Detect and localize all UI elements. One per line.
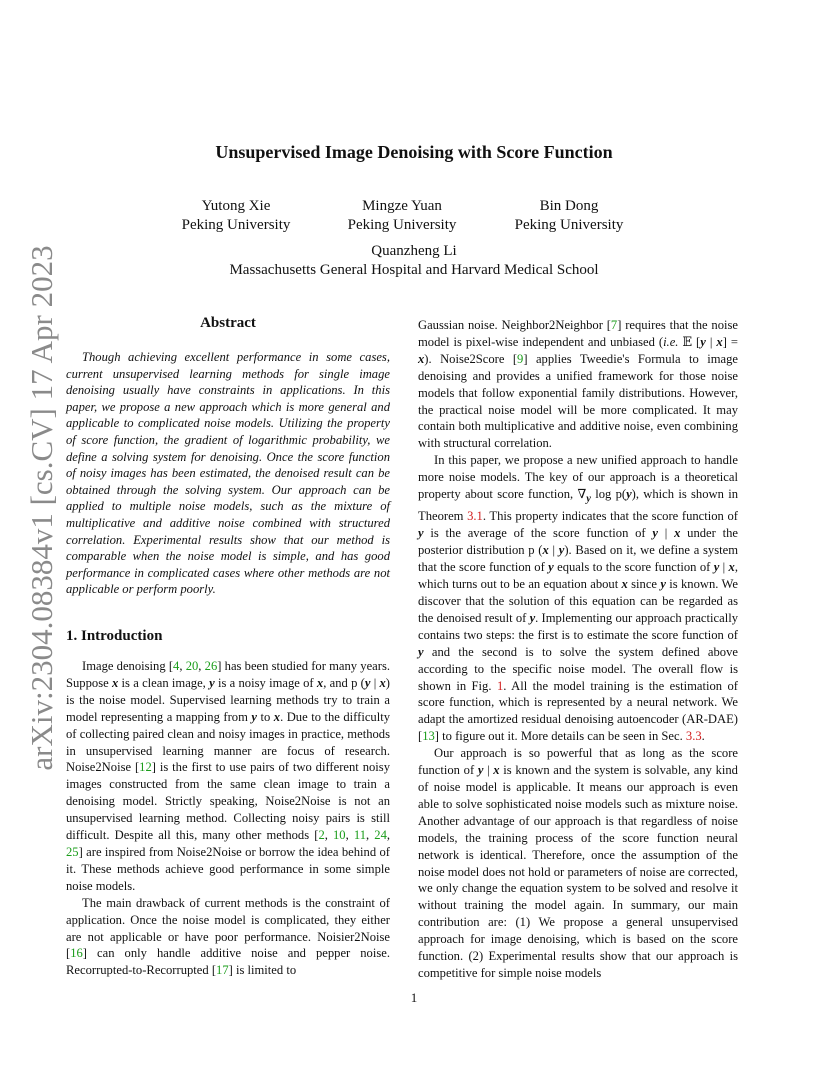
section-heading: 1. Introduction [66, 628, 163, 644]
citation-link[interactable]: 26 [204, 659, 218, 673]
author-name: Mingze Yuan [362, 198, 442, 214]
citation-link[interactable]: 10 [333, 828, 346, 843]
citation-link[interactable]: 13 [422, 729, 435, 744]
author-affiliation: Peking University [347, 217, 457, 233]
abstract-heading: Abstract [200, 315, 256, 331]
author-name: Bin Dong [539, 198, 599, 214]
intro-paragraph-2: The main drawback of current methods is the constraint of application. Once the noise model is complicated, they either are not applicable or have poor performance. Noisier2Noise [16] can only handle additive noise and pepper noise. Recorrupted-to-Recorrupted [17] is limited to [66, 895, 390, 978]
arxiv-stamp-text: arXiv:2304.08384v1 [cs.CV] 17 Apr 2023 [24, 245, 59, 771]
author-4 [0, 242, 828, 280]
right-column-body [418, 317, 738, 982]
left-column-body [66, 658, 390, 979]
citation-link[interactable]: 9 [517, 351, 524, 366]
reference-link[interactable]: 3.1 [467, 509, 483, 524]
citation-link[interactable]: 11 [353, 828, 366, 843]
intro-paragraph-1: Image denoising [4, 20, 26] has been studied for many years. Suppose x is a clean image, y is a noisy image of x, and p (y | x) is the noise model. Supervised learning methods try to train a model representing a mapping from y to x. Due to the difficulty of collecting paired clean and noisy images in practice, methods in unsupervised learning manner are focus of research. Noise2Noise [12] is the first to use pairs of two different noisy images constructed from the same clean image to train a denoising model. Strictly speaking, Noise2Noise is not an unsupervised learning method. Collecting noisy pairs is still difficult. Despite all this, many other methods [2, 10, 11, 24, 25] are inspired from Noise2Noise or borrow the idea behind of it. These methods achieve good performance in some simple noise models. [66, 659, 391, 893]
citation-link[interactable]: 16 [70, 946, 83, 961]
citation-link[interactable]: 12 [139, 760, 152, 775]
reference-link[interactable]: 3.3 [685, 729, 702, 744]
intro-paragraph-4: In this paper, we propose a new unified approach to handle more noise models. The key of our approach is a theoretical property about score function, $\nabla_y$ log p(y), which is shown in Theorem 3.1. This property indicates that the score function of y is the average of the score function of y | x under the posterior distribution p (x | y). Based on it, we define a system that the score function of y equals to the score function of y | x, which turns out to be an equation about x since y is known. We discover that the solution of this equation can be regarded as the denoised result of y. Implementing our approach practically contains two steps: the first is to estimate the score function of y and the second is to solve the system defined above according to the specific noise model. The overall flow is shown in Fig. 1. All the model training is the estimation of score function, which is represented by a neural network. We adapt the amortized residual denoising autoencoder (AR-DAE) [13] to figure out it. More details can be seen in Sec. 3.3. [418, 453, 739, 744]
abstract-text: Though achieving excellent performance in some cases, current unsupervised learning methods for single image denoising usually have constraints in applications. In this paper, we propose a new approach which is more general and applicable to complicated noise models. Utilizing the property of score function, the gradient of logarithmic probability, we define a solving system for denoising. Once the score function of noisy images has been estimated, the denoised result can be obtained through the solving system. Our approach can be applied to multiple noise models, such as the mixture of multiplicative and additive noise combined with structured correlation. Experimental results show that our method is comparable when the noise model is simple, and has good performance in complicated cases where other methods are not applicable or perform poorly. [66, 350, 390, 597]
citation-link[interactable]: 2 [318, 828, 325, 843]
citation-link[interactable]: 25 [66, 844, 79, 859]
author-affiliation: Massachusetts General Hospital and Harvard Medical School [229, 262, 599, 278]
reference-link[interactable]: 1 [496, 678, 504, 693]
citation-link[interactable]: 7 [610, 318, 618, 332]
author-affiliation: Peking University [514, 217, 624, 233]
author-name: Yutong Xie [201, 198, 271, 214]
citation-link[interactable]: 20 [185, 659, 199, 673]
intro-paragraph-5: Our approach is so powerful that as long as the score function of y | x is known and the system is solvable, any kind of noise model is applicable. It means our approach is even able to solve sophisticated noise models such as mixture noise. Another advantage of our approach is that regardless of noise models, the training process of the score function neural network is identical. Therefore, once the assumption of the noise model does not hold or parameters of noise are corrected, we only change the equation system to be solved and resolve it without training the model again. In summary, our main contribution are: (1) We propose a general unsupervised approach for image denoising, which is based on the score function. (2) Experimental results show that our approach is competitive for simple noise models [418, 746, 738, 980]
author-affiliation: Peking University [181, 217, 291, 233]
page-number: 1 [410, 990, 418, 1005]
citation-link[interactable]: 17 [216, 963, 229, 978]
author-name: Quanzheng Li [371, 243, 457, 259]
intro-paragraph-3: Gaussian noise. Neighbor2Neighbor [7] requires that the noise model is pixel-wise independent and unbiased (i.e. 𝔼 [y | x] = x). Noise2Score [9] applies Tweedie's Formula to image denoising and provides a unified framework for those noise models that follow exponential family distributions. However, the practical noise model will be more complicated. It may contain both multiplicative and additive noise, even combining with structural correlation. [418, 318, 739, 451]
author-3 [469, 197, 669, 235]
citation-link[interactable]: 24 [374, 828, 387, 843]
citation-link[interactable]: 4 [173, 659, 180, 673]
paper-title: Unsupervised Image Denoising with Score Function [215, 142, 613, 162]
